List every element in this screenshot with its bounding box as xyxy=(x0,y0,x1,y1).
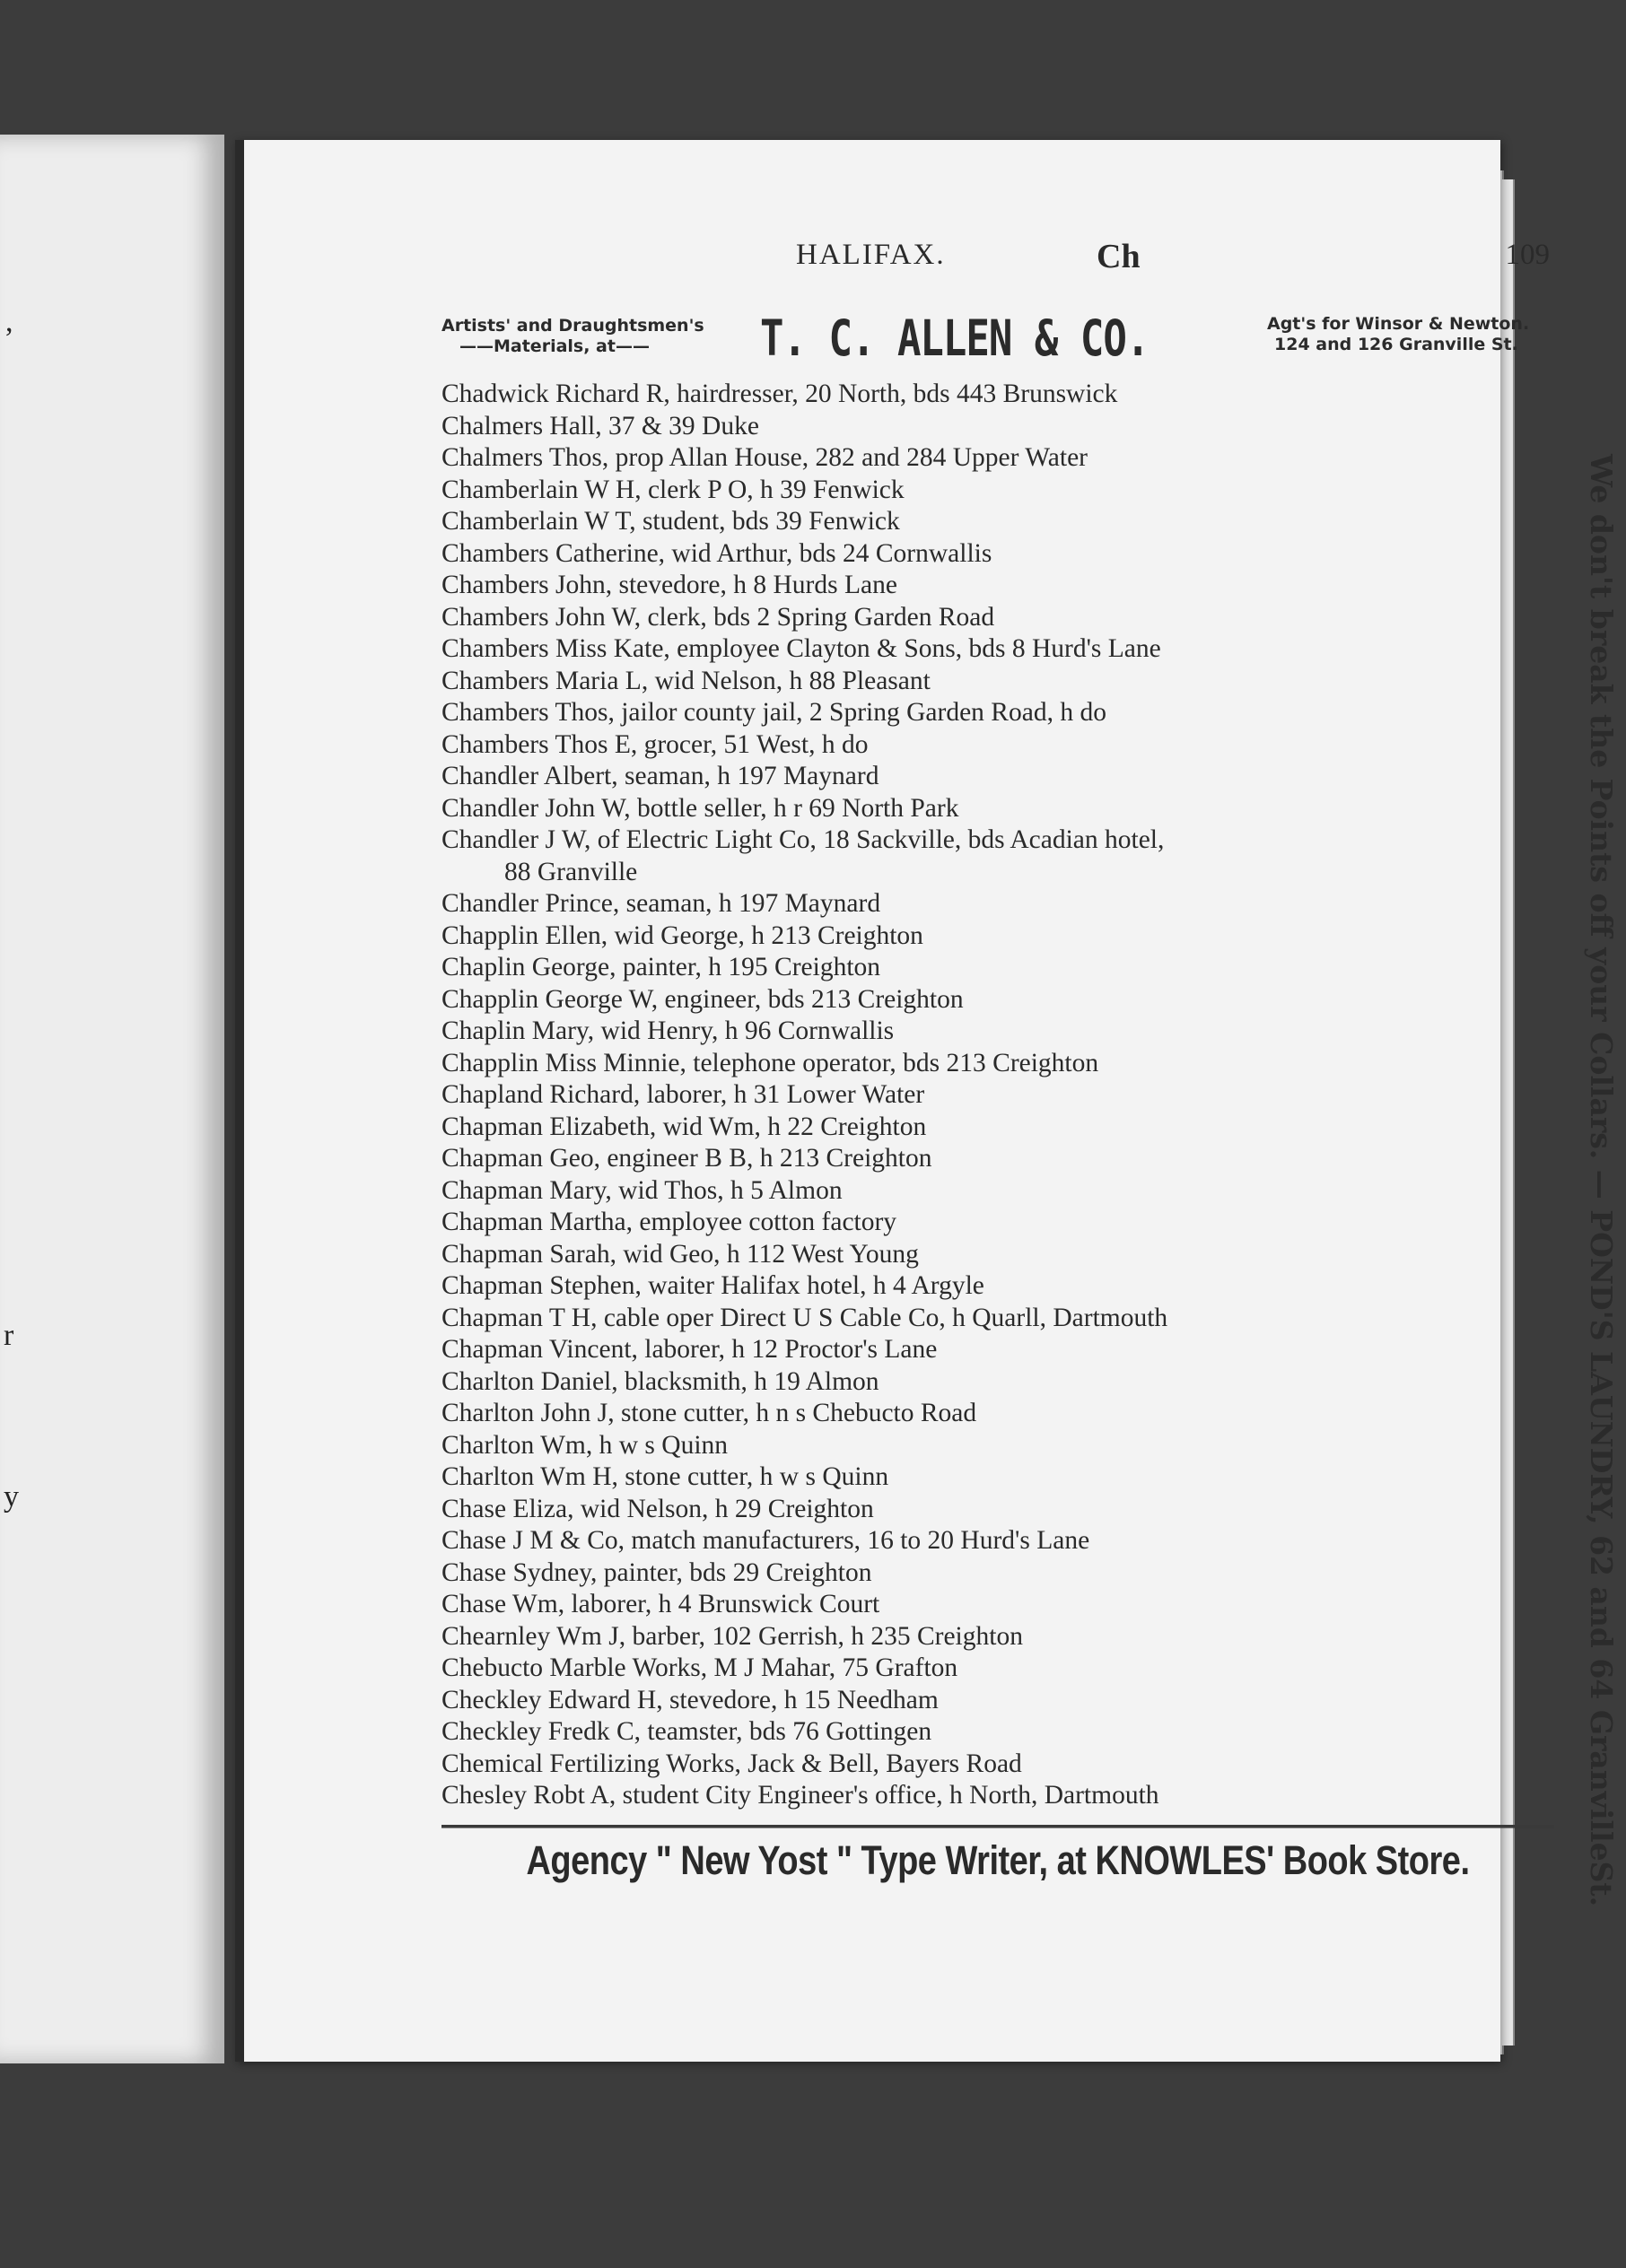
directory-entry xyxy=(441,793,1500,825)
entry-text: Chambers Thos, jailor county jail, 2 Spring Garden Road, h do xyxy=(441,698,1106,727)
page-stack-edge xyxy=(1500,179,1515,2046)
directory-entry xyxy=(441,1207,1500,1239)
directory-entry xyxy=(441,888,1500,920)
directory-entry xyxy=(441,1175,1500,1208)
entry-text: Chambers John W, clerk, bds 2 Spring Garden Road xyxy=(441,602,995,632)
directory-entry xyxy=(441,920,1500,953)
directory-entry xyxy=(441,1716,1500,1749)
entry-text: Charlton Wm H, stone cutter, h w s Quinn xyxy=(441,1462,889,1491)
directory-entry xyxy=(441,602,1500,634)
directory-entry xyxy=(441,824,1500,888)
entry-text: Chambers Catherine, wid Arthur, bds 24 Cornwallis xyxy=(441,538,992,568)
directory-entry xyxy=(441,729,1500,762)
entry-text: Checkley Edward H, stevedore, h 15 Needham xyxy=(441,1685,939,1714)
entry-text: Charlton Wm, h w s Quinn xyxy=(441,1430,729,1460)
directory-entry xyxy=(441,570,1500,602)
entry-text: Chadwick Richard R, hairdresser, 20 North, bds 443 Brunswick xyxy=(441,379,1118,408)
directory-entry xyxy=(441,506,1500,538)
entry-text: Chapplin Miss Minnie, telephone operator, bds 213 Creighton xyxy=(441,1048,1099,1077)
directory-entry xyxy=(441,1334,1500,1366)
entry-text: Chandler Albert, seaman, h 197 Maynard xyxy=(441,762,879,790)
entry-text: Chandler J W, of Electric Light Co, 18 Sackville, bds Acadian hotel, xyxy=(441,825,1165,854)
entry-text: Chapman Sarah, wid Geo, h 112 West Young xyxy=(441,1239,919,1269)
entry-text: Chapman Vincent, laborer, h 12 Proctor's Lane xyxy=(441,1335,938,1364)
entry-text: Charlton Daniel, blacksmith, h 19 Almon xyxy=(441,1366,879,1396)
entry-text: Chapman Elizabeth, wid Wm, h 22 Creighton xyxy=(441,1112,927,1141)
entry-text: Chase J M & Co, match manufacturers, 16 to 20 Hurd's Lane xyxy=(441,1526,1090,1555)
entry-text: Chapman T H, cable oper Direct U S Cable Co, h Quarll, Dartmouth xyxy=(441,1303,1168,1332)
entry-text: Chandler John W, bottle seller, h r 69 North Park xyxy=(441,793,959,823)
facing-page-edge xyxy=(0,135,224,2063)
entry-continuation: 88 Granville xyxy=(504,857,638,886)
directory-entry xyxy=(441,538,1500,571)
entry-text: Chapland Richard, laborer, h 31 Lower Water xyxy=(441,1080,925,1109)
directory-entry xyxy=(441,1079,1500,1112)
entry-text: Chambers John, stevedore, h 8 Hurds Lane xyxy=(441,571,897,599)
entry-text: Chebucto Marble Works, M J Mahar, 75 Grafton xyxy=(441,1653,958,1682)
directory-entry xyxy=(441,442,1500,475)
entry-text: Chearnley Wm J, barber, 102 Gerrish, h 235 Creighton xyxy=(441,1621,1023,1651)
page-number: 109 xyxy=(1505,239,1550,271)
entry-text: Chambers Miss Kate, employee Clayton & Sons, bds 8 Hurd's Lane xyxy=(441,634,1161,663)
facing-page-fragment: r xyxy=(4,1319,14,1352)
entry-text: Chambers Maria L, wid Nelson, h 88 Pleasant xyxy=(441,666,931,695)
running-head-place: HALIFAX. xyxy=(796,239,946,271)
directory-entry xyxy=(441,1366,1500,1399)
entry-text: Chandler Prince, seaman, h 197 Maynard xyxy=(441,889,881,918)
directory-entry xyxy=(441,1780,1500,1812)
directory-page xyxy=(235,140,1619,2062)
entry-text: Chapman Geo, engineer B B, h 213 Creighton xyxy=(441,1144,932,1173)
directory-entry xyxy=(441,1143,1500,1175)
entry-text: Chapman Stephen, waiter Halifax hotel, h 4 Argyle xyxy=(441,1271,984,1300)
entry-text: Chambers Thos E, grocer, 51 West, h do xyxy=(441,729,869,759)
directory-entry xyxy=(441,697,1500,729)
directory-entry xyxy=(441,1430,1500,1462)
top-advertisement xyxy=(441,307,1554,371)
entry-text: Chapman Martha, employee cotton factory xyxy=(441,1208,897,1236)
directory-entry xyxy=(441,1525,1500,1557)
directory-entry xyxy=(441,379,1500,411)
side-advertisement xyxy=(1579,454,1626,2033)
entry-text: Chapplin Ellen, wid George, h 213 Creighton xyxy=(441,920,923,950)
running-head xyxy=(796,239,1550,278)
top-ad-firm-name: T. C. ALLEN & CO. xyxy=(760,310,1150,368)
directory-entry xyxy=(441,984,1500,1016)
directory-entry xyxy=(441,761,1500,793)
entry-text: Chase Wm, laborer, h 4 Brunswick Court xyxy=(441,1590,880,1618)
directory-entry xyxy=(441,1685,1500,1717)
directory-entry xyxy=(441,1589,1500,1621)
side-ad-text: We don't break the Points off your Collars. — POND'S LAUNDRY, 62 and 64 GranvilleSt. xyxy=(1584,454,1619,1907)
entry-text: Charlton John J, stone cutter, h n s Chebucto Road xyxy=(441,1399,977,1427)
directory-entry xyxy=(441,1270,1500,1303)
facing-page-fragment: , xyxy=(5,305,13,338)
running-head-letters: Ch xyxy=(1097,238,1141,275)
directory-entry xyxy=(441,475,1500,507)
entry-text: Chapman Mary, wid Thos, h 5 Almon xyxy=(441,1175,843,1205)
directory-entry xyxy=(441,1461,1500,1494)
entry-text: Chaplin Mary, wid Henry, h 96 Cornwallis xyxy=(441,1016,895,1045)
entry-text: Chaplin George, painter, h 195 Creighton xyxy=(441,953,881,981)
entry-text: Chalmers Hall, 37 & 39 Duke xyxy=(441,411,759,441)
top-ad-left-line2: ——Materials, at—— xyxy=(459,336,650,356)
directory-entry xyxy=(441,411,1500,443)
directory-entry xyxy=(441,1557,1500,1590)
directory-entry xyxy=(441,1494,1500,1526)
entry-text: Chase Eliza, wid Nelson, h 29 Creighton xyxy=(441,1494,874,1523)
entry-text: Chemical Fertilizing Works, Jack & Bell, Bayers Road xyxy=(441,1749,1022,1778)
facing-page-fragment: y xyxy=(4,1480,19,1513)
directory-entry xyxy=(441,666,1500,698)
bottom-advertisement: Agency " New Yost " Type Writer, at KNOWLES' Book Store. xyxy=(441,1825,1554,1885)
directory-entry xyxy=(441,1048,1500,1080)
directory-entry xyxy=(441,1016,1500,1048)
directory-entry xyxy=(441,1303,1500,1335)
directory-entry xyxy=(441,952,1500,984)
entry-text: Chalmers Thos, prop Allan House, 282 and 284 Upper Water xyxy=(441,443,1088,472)
top-ad-right-line1: Agt's for Winsor & Newton. xyxy=(1267,314,1530,334)
directory-entries xyxy=(441,379,1500,1812)
entry-text: Chapplin George W, engineer, bds 213 Creighton xyxy=(441,984,964,1014)
directory-entry xyxy=(441,1112,1500,1144)
entry-text: Checkley Fredk C, teamster, bds 76 Gottingen xyxy=(441,1717,932,1746)
directory-entry xyxy=(441,1398,1500,1430)
entry-text: Chesley Robt A, student City Engineer's office, h North, Dartmouth xyxy=(441,1781,1159,1810)
top-ad-left-line1: Artists' and Draughtsmen's xyxy=(441,316,704,336)
directory-entry xyxy=(441,1653,1500,1685)
directory-entry xyxy=(441,633,1500,666)
entry-text: Chamberlain W H, clerk P O, h 39 Fenwick xyxy=(441,475,905,504)
directory-entry xyxy=(441,1239,1500,1271)
directory-entry xyxy=(441,1749,1500,1781)
entry-text: Chamberlain W T, student, bds 39 Fenwick xyxy=(441,507,900,536)
entry-text: Chase Sydney, painter, bds 29 Creighton xyxy=(441,1557,872,1587)
directory-entry xyxy=(441,1621,1500,1653)
top-ad-right-line2: 124 and 126 Granville St. xyxy=(1274,335,1518,354)
